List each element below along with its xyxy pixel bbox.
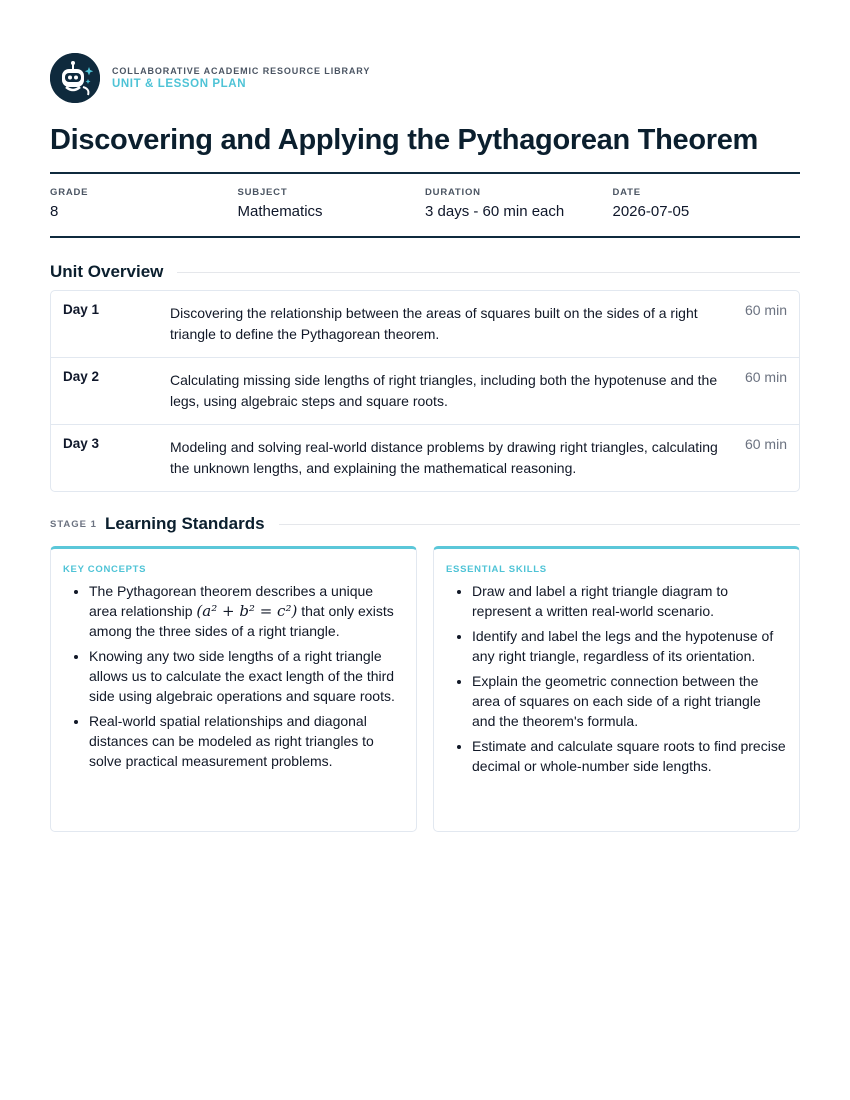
key-concepts-card bbox=[50, 546, 417, 832]
brand-header bbox=[50, 52, 800, 104]
section-divider bbox=[279, 524, 800, 525]
list-item: • Explain the geometric connection between the area of squares on each side of a right triangle and the theorem's formula. bbox=[472, 671, 787, 731]
meta-value: Mathematics bbox=[237, 203, 323, 220]
plan-type: UNIT & LESSON PLAN bbox=[112, 78, 247, 90]
card-label: KEY CONCEPTS bbox=[63, 564, 147, 575]
list-item: • Identify and label the legs and the hypotenuse of any right triangle, regardless of its orientation. bbox=[472, 626, 787, 666]
unit-overview-table bbox=[50, 290, 800, 492]
meta-duration bbox=[425, 174, 613, 236]
learning-standards-heading bbox=[50, 514, 800, 534]
meta-date bbox=[613, 174, 801, 236]
page-title: Discovering and Applying the Pythagorean Theorem bbox=[50, 124, 759, 156]
plan-metadata bbox=[50, 172, 800, 238]
lesson-plan-page bbox=[50, 52, 800, 832]
day-row bbox=[51, 291, 799, 357]
meta-label: SUBJECT bbox=[237, 187, 288, 198]
meta-subject bbox=[238, 174, 426, 236]
robot-logo-icon bbox=[50, 53, 100, 103]
unit-overview-heading bbox=[50, 262, 800, 282]
day-row bbox=[51, 424, 799, 491]
meta-value: 3 days - 60 min each bbox=[425, 203, 565, 220]
meta-label: DURATION bbox=[425, 187, 481, 198]
day-duration: 60 min bbox=[744, 302, 787, 318]
meta-label: GRADE bbox=[50, 187, 89, 198]
meta-label: DATE bbox=[612, 187, 641, 198]
list-item-text: that only exists among the three sides of a right triangle. bbox=[89, 603, 394, 639]
list-item: • Knowing any two side lengths of a right triangle allows us to calculate the exact length of the third side using algebraic operations and square roots. bbox=[89, 646, 404, 706]
section-title: Learning Standards bbox=[104, 514, 265, 533]
day-row bbox=[51, 357, 799, 424]
list-item: • Draw and label a right triangle diagram to represent a written real-world scenario. bbox=[472, 581, 787, 621]
key-concepts-list bbox=[63, 581, 404, 771]
stage-tag: STAGE 1 bbox=[50, 518, 97, 530]
standards-cards bbox=[50, 546, 800, 832]
section-title: Unit Overview bbox=[50, 262, 164, 281]
day-description: Discovering the relationship between the areas of squares built on the sides of a right triangle to define the Pythagorean theorem. bbox=[170, 305, 698, 342]
list-item: • Real-world spatial relationships and diagonal distances can be modeled as right triangles to solve practical measurement problems. bbox=[89, 711, 404, 771]
list-item: • Estimate and calculate square roots to find precise decimal or whole-number side lengths. bbox=[472, 736, 787, 776]
library-name: COLLABORATIVE ACADEMIC RESOURCE LIBRARY bbox=[112, 66, 371, 76]
day-label: Day 2 bbox=[63, 369, 100, 384]
day-label: Day 1 bbox=[63, 302, 100, 317]
day-description: Modeling and solving real-world distance problems by drawing right triangles, calculating the unknown lengths, and explaining the mathematical reasoning. bbox=[170, 439, 718, 476]
day-label: Day 3 bbox=[63, 436, 100, 451]
day-description: Calculating missing side lengths of right triangles, including both the hypotenuse and the legs, using algebraic steps and square roots. bbox=[170, 372, 718, 409]
meta-value: 2026-07-05 bbox=[612, 203, 690, 220]
formula: (a² + b² = c²) bbox=[196, 602, 298, 620]
list-item-text: The Pythagorean theorem describes a unique area relationship bbox=[89, 583, 374, 619]
meta-grade bbox=[50, 174, 238, 236]
essential-skills-list bbox=[446, 581, 787, 776]
section-divider bbox=[177, 272, 800, 273]
card-label: ESSENTIAL SKILLS bbox=[446, 564, 547, 575]
essential-skills-card bbox=[433, 546, 800, 832]
day-duration: 60 min bbox=[744, 369, 787, 385]
day-duration: 60 min bbox=[744, 436, 787, 452]
list-item bbox=[89, 581, 404, 641]
meta-value: 8 bbox=[50, 203, 59, 220]
